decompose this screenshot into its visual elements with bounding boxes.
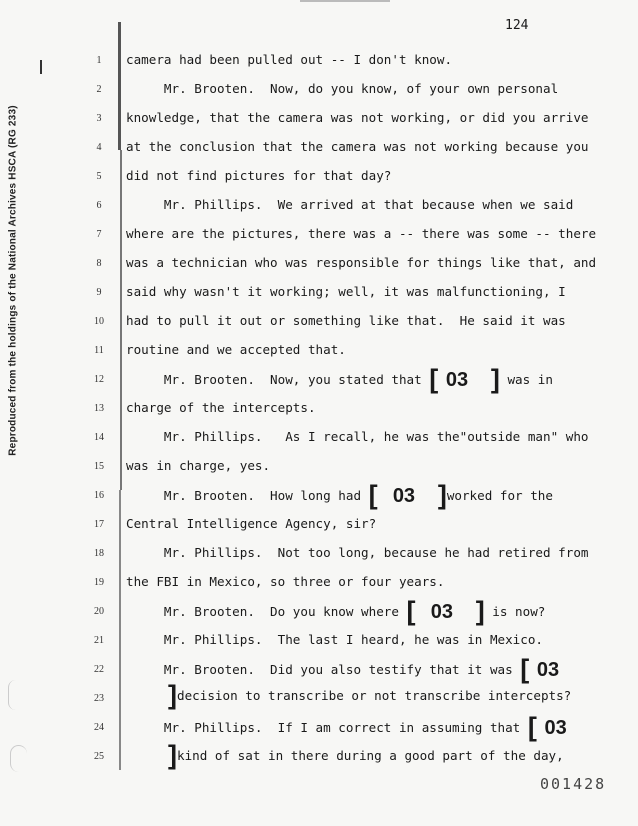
margin-smudge	[10, 745, 27, 772]
transcript-line: did not find pictures for that day?	[126, 168, 392, 183]
margin-rule	[120, 150, 122, 490]
redaction-bracket-close: ]	[168, 680, 177, 710]
transcript-line: routine and we accepted that.	[126, 342, 346, 357]
redaction-bracket-open: [	[406, 596, 416, 626]
line-number: 17	[94, 519, 104, 530]
transcript-line: had to pull it out or something like that. He said it was	[126, 313, 566, 328]
redaction-bracket-open: [	[520, 654, 530, 684]
transcript-line: at the conclusion that the camera was not working because you	[126, 139, 589, 154]
redaction-code: 03	[430, 601, 453, 623]
line-number: 7	[96, 229, 102, 240]
redaction-bracket-close: ]	[490, 364, 500, 394]
transcript-line: knowledge, that the camera was not working, or did you arrive	[126, 110, 589, 125]
transcript-line: Mr. Phillips. If I am correct in assuming that [ 03	[126, 712, 567, 742]
transcript-line: was a technician who was responsible for things like that, and	[126, 255, 597, 270]
redaction-code: 03	[392, 485, 416, 507]
line-number: 8	[96, 258, 102, 269]
transcript-line: Mr. Brooten. Did you also testify that it was [ 03	[126, 654, 560, 684]
redaction-bracket-close: ]	[437, 480, 447, 510]
transcript-line: where are the pictures, there was a -- there was some -- there	[126, 226, 597, 241]
line-number: 25	[94, 751, 104, 762]
transcript-line: ]kind of sat in there during a good part of the day,	[168, 740, 564, 770]
line-number: 9	[96, 287, 102, 298]
transcript-line: Mr. Phillips. The last I heard, he was in Mexico.	[126, 632, 544, 647]
transcript-line: Mr. Phillips. As I recall, he was the"outside man" who	[126, 429, 589, 444]
line-number: 19	[94, 577, 104, 588]
redaction-bracket-close: ]	[475, 596, 485, 626]
line-number: 6	[96, 200, 102, 211]
line-number: 16	[94, 490, 104, 501]
redaction-bracket-open: [	[368, 480, 378, 510]
line-number: 5	[96, 171, 102, 182]
line-number: 20	[94, 606, 104, 617]
line-number: 4	[96, 142, 102, 153]
margin-smudge	[8, 680, 23, 710]
line-number: 24	[94, 722, 104, 733]
redaction-bracket-open: [	[429, 364, 439, 394]
line-number: 22	[94, 664, 104, 675]
line-number: 18	[94, 548, 104, 559]
transcript-line: Mr. Brooten. Now, do you know, of your own personal	[126, 81, 559, 96]
margin-tick	[40, 60, 42, 74]
transcript-line: Mr. Phillips. We arrived at that because when we said	[126, 197, 574, 212]
margin-rule	[119, 490, 121, 770]
line-number: 14	[94, 432, 104, 443]
transcript-line: said why wasn't it working; well, it was malfunctioning, I	[126, 284, 566, 299]
line-number: 13	[94, 403, 104, 414]
line-number: 3	[96, 113, 102, 124]
document-stamp: 001428	[540, 775, 607, 793]
archive-margin-note: Reproduced from the holdings of the National Archives HSCA (RG 233)	[7, 104, 19, 456]
transcript-line: Mr. Brooten. Do you know where [ 03 ] is now?	[126, 596, 546, 626]
line-number: 1	[96, 55, 102, 66]
transcript-line: Central Intelligence Agency, sir?	[126, 516, 377, 531]
transcript-line: Mr. Phillips. Not too long, because he had retired from	[126, 545, 589, 560]
margin-rule	[118, 22, 121, 150]
line-number: 23	[94, 693, 104, 704]
transcript-line: Mr. Brooten. Now, you stated that [ 03 ] was in	[126, 364, 553, 394]
transcript-line: the FBI in Mexico, so three or four years.	[126, 574, 445, 589]
transcript-line: was in charge, yes.	[126, 458, 271, 473]
line-number: 21	[94, 635, 104, 646]
redaction-code: 03	[536, 659, 560, 681]
scan-smudge	[300, 0, 390, 2]
redaction-code: 03	[445, 369, 469, 391]
redaction-bracket-close: ]	[168, 740, 177, 770]
page-number: 124	[505, 18, 529, 33]
line-number: 11	[94, 345, 104, 356]
redaction-code: 03	[544, 717, 567, 739]
line-number: 2	[96, 84, 102, 95]
transcript-line: ]decision to transcribe or not transcribe intercepts?	[168, 680, 572, 710]
transcript-line: Mr. Brooten. How long had [ 03 ]worked for the	[126, 480, 553, 510]
line-number: 12	[94, 374, 104, 385]
line-number: 15	[94, 461, 104, 472]
transcript-line: camera had been pulled out -- I don't know.	[126, 52, 453, 67]
redaction-bracket-open: [	[527, 712, 537, 742]
line-number: 10	[94, 316, 104, 327]
transcript-line: charge of the intercepts.	[126, 400, 316, 415]
